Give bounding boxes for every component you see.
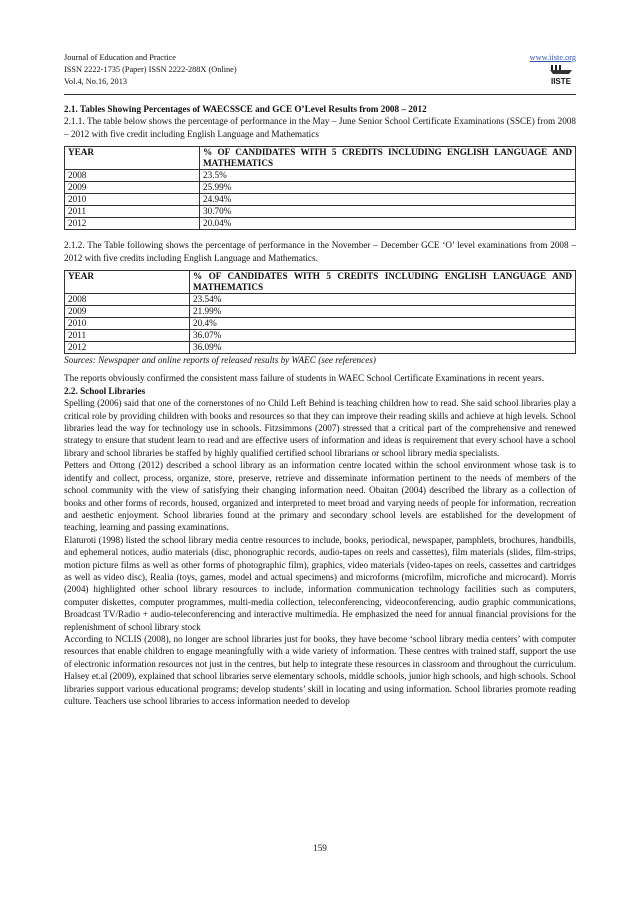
table-header-year: YEAR bbox=[65, 147, 200, 170]
table-header-row bbox=[65, 271, 576, 294]
table-row bbox=[65, 194, 576, 206]
paragraph-2-1-1: 2.1.1. The table below shows the percentage of performance in the May – June Senior School Certificate Examinations (SSCE) from 2008 – 2012 with five credit including English Language and Mathematics bbox=[64, 116, 576, 139]
logo-text: IISTE bbox=[550, 77, 572, 86]
table-header-year: YEAR bbox=[65, 271, 190, 294]
cell-year: 2010 bbox=[65, 194, 200, 206]
cell-percent: 20.04% bbox=[200, 218, 576, 230]
table-header-percent: % OF CANDIDATES WITH 5 CREDITS INCLUDING ENGLISH LANGUAGE AND MATHEMATICS bbox=[190, 271, 576, 294]
iiste-logo-icon bbox=[548, 65, 574, 87]
table-row bbox=[65, 182, 576, 194]
volume-line: Vol.4, No.16, 2013 bbox=[64, 77, 127, 86]
paragraph-petters: Petters and Ottong (2012) described a school library as an information centre located within the school environment whose task is to identify and collect, process, organize, store, preserve, retrieve and disseminate information pertinent to the needs of members of the school community with the view of satisfying their changing information need. Obaitan (2004) described the library as a collection of books and other forms of records, housed, organized and interpreted to meet broad and varying needs of people for information, recreation and aesthetic enjoyment. School libraries found at the primary and secondary school levels are established for the development of teaching, learning and passing examinations. bbox=[64, 460, 576, 533]
cell-year: 2011 bbox=[65, 206, 200, 218]
cell-percent: 36.07% bbox=[190, 330, 576, 342]
cell-percent: 36.09% bbox=[190, 342, 576, 354]
table-row bbox=[65, 294, 576, 306]
table-row bbox=[65, 342, 576, 354]
spacer bbox=[64, 230, 576, 239]
cell-year: 2012 bbox=[65, 342, 190, 354]
cell-year: 2012 bbox=[65, 218, 200, 230]
header-rule bbox=[64, 94, 576, 95]
cell-percent: 23.5% bbox=[200, 170, 576, 182]
table-row bbox=[65, 318, 576, 330]
running-header bbox=[64, 52, 576, 88]
table-sources-note: Sources: Newspaper and online reports of released results by WAEC (see references) bbox=[64, 355, 376, 366]
cell-year: 2009 bbox=[65, 306, 190, 318]
cell-year: 2008 bbox=[65, 170, 200, 182]
cell-year: 2008 bbox=[65, 294, 190, 306]
cell-percent: 25.99% bbox=[200, 182, 576, 194]
table-row bbox=[65, 330, 576, 342]
page-number: 159 bbox=[313, 843, 327, 853]
cell-percent: 23.54% bbox=[190, 294, 576, 306]
paragraph-elaturoti: Elaturoti (1998) listed the school library media centre resources to include, books, periodical, newspaper, pamphlets, brochures, handbills, and ephemeral notices, audio materials (disc, phonographic records, audio-tapes on reels and cassettes), film materials (slides, film-strips, motion picture films as well as other forms of photographic film), graphics, video materials (video-tapes on reels, cassettes and cartridges as well as video disc), Realia (toys, games, model and actual specimens) and microforms (microfilm, microfiche and microcard). Morris (2004) highlighted other school library resources to include, information communication technology facilities such as computers, computer diskettes, computer programmes, multi-media collection, teleconferencing, videoconferencing, audio graphic communications, Broadcast TV/Radio + audio-teleconferencing and interactive multimedia. He emphasized the need for annual financial provisions for the replenishment of school library stock bbox=[64, 534, 576, 632]
results-table-gce bbox=[64, 270, 576, 354]
table-row bbox=[65, 218, 576, 230]
table-row bbox=[65, 306, 576, 318]
table-row bbox=[65, 206, 576, 218]
results-table-ssce bbox=[64, 146, 576, 230]
journal-url-link[interactable]: www.iiste.org bbox=[529, 53, 576, 62]
section-heading-2-2: 2.2. School Libraries bbox=[64, 385, 146, 396]
table-header-percent: % OF CANDIDATES WITH 5 CREDITS INCLUDING ENGLISH LANGUAGE AND MATHEMATICS bbox=[200, 147, 576, 170]
cell-year: 2011 bbox=[65, 330, 190, 342]
cell-percent: 30.70% bbox=[200, 206, 576, 218]
cell-percent: 20.4% bbox=[190, 318, 576, 330]
section-heading-2-1: 2.1. Tables Showing Percentages of WAECSSCE and GCE O’Level Results from 2008 – 2012 bbox=[64, 104, 427, 114]
journal-name: Journal of Education and Practice bbox=[64, 53, 176, 62]
paragraph-nclis: According to NCLIS (2008), no longer are school libraries just for books, they have become ‘school library media centers’ with computer resources that enable children to engage meaningfully with a wide variety of information. These centres with trained staff, support the use of electronic information resources not just in the centres, but help to integrate these resources in classroom and throughout the curriculum. Halsey et.al (2009), explained that school libraries serve elementary schools, middle schools, junior high schools, and high schools. School libraries support various educational programs; develop students’ skill in locating and using information. School libraries promote reading culture. Teachers use school libraries to access information needed to develop bbox=[64, 633, 576, 706]
journal-info bbox=[64, 52, 576, 88]
cell-percent: 21.99% bbox=[190, 306, 576, 318]
issn-line: ISSN 2222-1735 (Paper) ISSN 2222-288X (Online) bbox=[64, 65, 237, 74]
table-row bbox=[65, 170, 576, 182]
cell-percent: 24.94% bbox=[200, 194, 576, 206]
cell-year: 2010 bbox=[65, 318, 190, 330]
paragraph-summary: The reports obviously confirmed the consistent mass failure of students in WAEC School Certificate Examinations in recent years. bbox=[64, 373, 545, 384]
page bbox=[64, 52, 576, 853]
paragraph-spelling: Spelling (2006) said that one of the cornerstones of no Child Left Behind is teaching children how to read. She said school libraries play a critical role by providing children with books and resources so that they can improve their reading skills and achieve at high levels. School libraries lead the way for technology use in schools. Fitzsimmons (2007) stressed that a critical part of the comprehensive and renewed strategy to ensure that student learn to read and are effective users of information and ideas is requirement that every school have a school library and school libraries be staffed by highly qualified certified school librarians or school library media specialists. bbox=[64, 398, 576, 458]
paragraph-2-1-2: 2.1.2. The Table following shows the percentage of performance in the November – December GCE ‘O’ level examinations from 2008 – 2012 with five credits including English Language and Mathematics. bbox=[64, 240, 576, 263]
table-header-row bbox=[65, 147, 576, 170]
cell-year: 2009 bbox=[65, 182, 200, 194]
